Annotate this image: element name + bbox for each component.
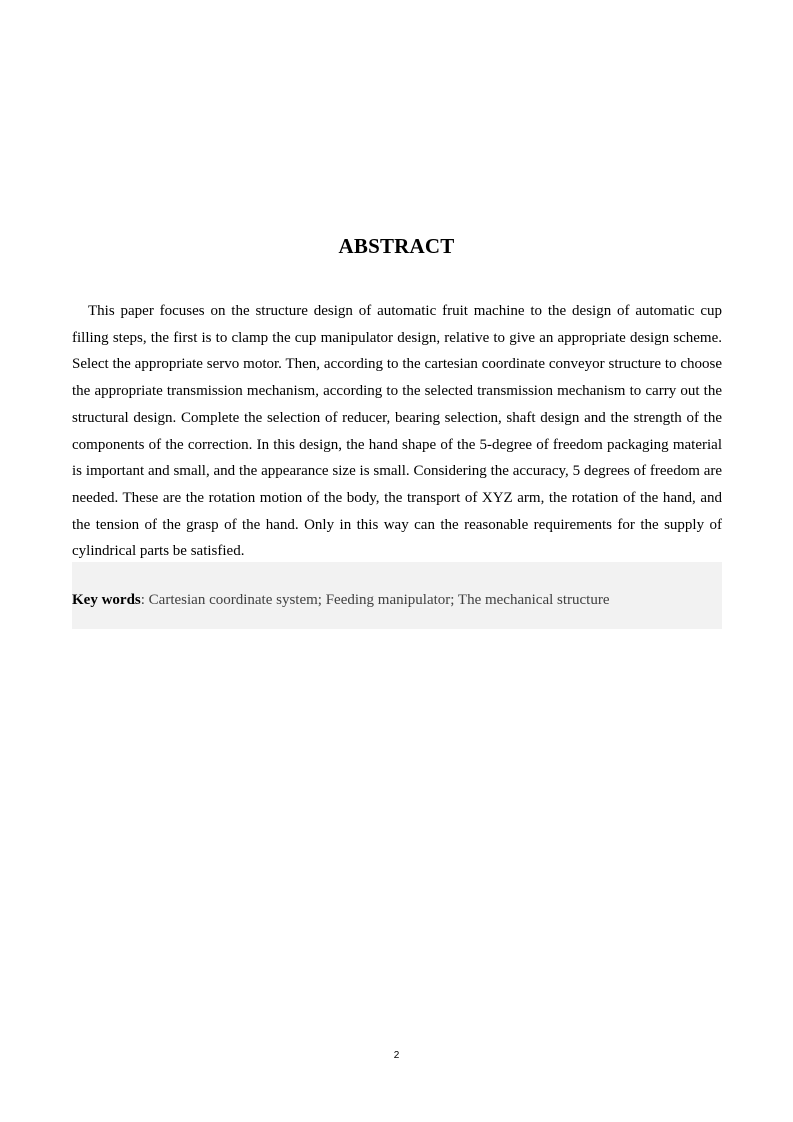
keywords-section	[72, 562, 722, 629]
abstract-title: ABSTRACT	[338, 234, 455, 258]
abstract-paragraph: This paper focuses on the structure design of automatic fruit machine to the design of automatic cup filling steps, the first is to clamp the cup manipulator design, relative to give an appropriate design scheme. Select the appropriate servo motor. Then, according to the cartesian coordinate conveyor structure to choose the appropriate transmission mechanism, according to the selected transmission mechanism to carry out the structural design. Complete the selection of reducer, bearing selection, shaft design and the strength of the components of the correction. In this design, the hand shape of the 5-degree of freedom packaging material is important and small, and the appearance size is small. Considering the accuracy, 5 degrees of freedom are needed. These are the rotation motion of the body, the transport of XYZ arm, the rotation of the hand, and the tension of the grasp of the hand. Only in this way can the reasonable requirements for the supply of cylindrical parts be satisfied.	[72, 303, 722, 560]
page-number: 2	[393, 1050, 400, 1061]
keywords-line	[72, 592, 610, 609]
keywords-separator: :	[140, 592, 149, 608]
keywords-value: Cartesian coordinate system; Feeding manipulator; The mechanical structure	[148, 592, 610, 608]
keywords-label: Key words	[72, 592, 141, 608]
